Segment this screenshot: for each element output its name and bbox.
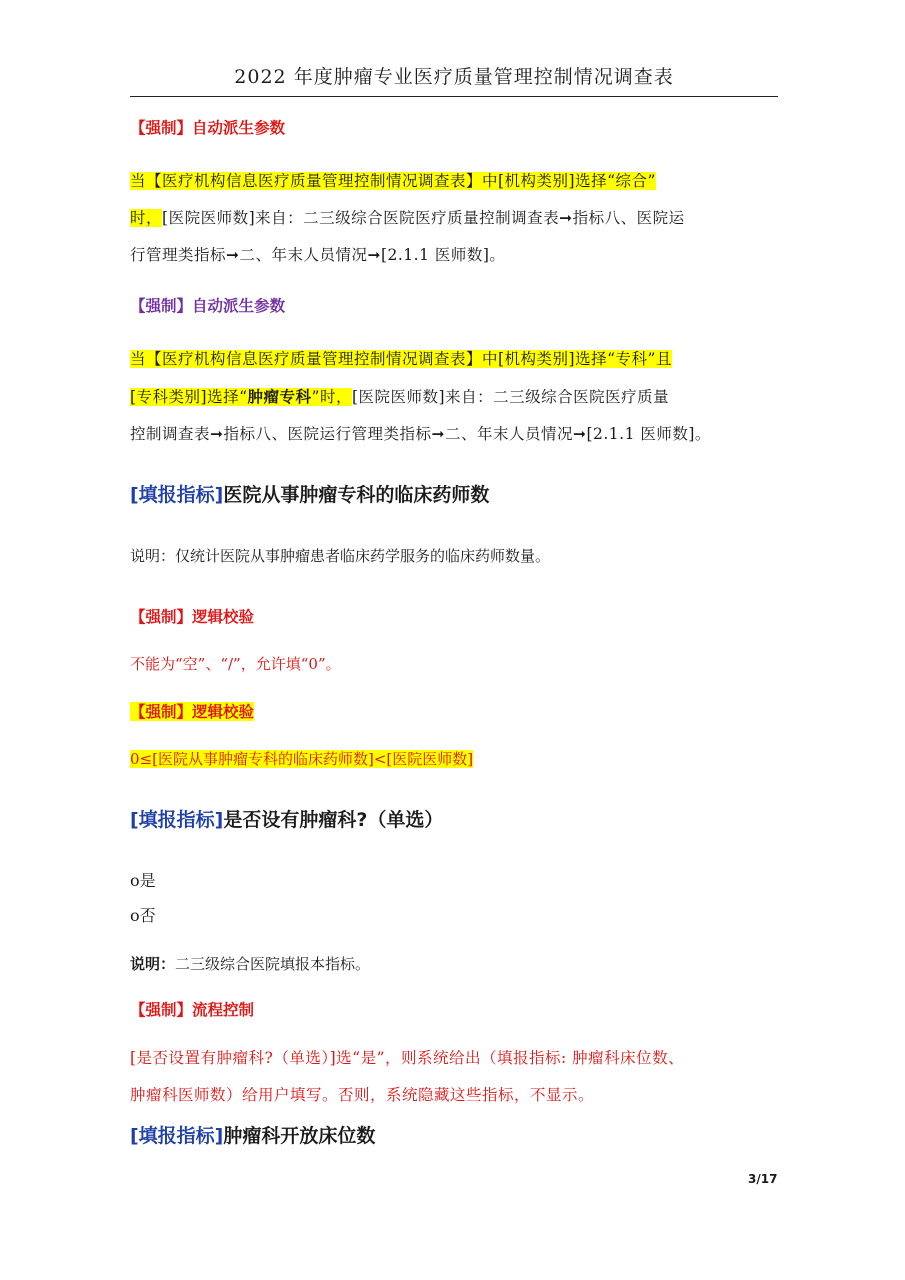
highlighted-text: 时， xyxy=(130,209,163,227)
indicator-tag: [填报指标] xyxy=(130,1125,224,1147)
indicator-tag: [填报指标] xyxy=(130,484,224,506)
rule-text: 行管理类指标➞二、年末人员情况➞[2.1.1 医师数]。 xyxy=(130,246,506,264)
highlighted-text: [专科类别]选择“ xyxy=(130,388,248,406)
radio-option-no[interactable] xyxy=(130,903,790,926)
indicator-title: 医院从事肿瘤专科的临床药师数 xyxy=(223,484,490,506)
page-number: 3/17 xyxy=(748,1172,778,1186)
note-text: 二三级综合医院填报本指标。 xyxy=(175,955,371,973)
validation-rule: 0≤[医院从事肿瘤专科的临床药师数]<[医院医师数] xyxy=(130,750,474,768)
highlighted-text: 当【医疗机构信息医疗质量管理控制情况调查表】中[机构类别]选择“综合” xyxy=(130,172,656,190)
rule-text: [医院医师数]来自：二三级综合医院医疗质量控制调查表➞指标八、医院运 xyxy=(162,209,685,227)
mandatory-tag: 【强制】自动派生参数 xyxy=(130,296,286,315)
validation-rule: 不能为“空”、“/”，允许填“0”。 xyxy=(130,655,341,673)
highlighted-text: 当【医疗机构信息医疗质量管理控制情况调查表】中[机构类别]选择“专科”且 xyxy=(130,350,672,368)
radio-option-yes[interactable] xyxy=(130,868,790,891)
indicator-heading xyxy=(130,805,790,832)
flow-control-rule xyxy=(130,1040,790,1114)
radio-circle-icon: o xyxy=(130,871,140,890)
indicator-note xyxy=(130,953,790,974)
mandatory-tag: 【强制】流程控制 xyxy=(130,1000,255,1019)
option-label: 否 xyxy=(139,906,156,925)
mandatory-tag: 【强制】逻辑校验 xyxy=(130,702,255,721)
indicator-tag: [填报指标] xyxy=(130,809,224,831)
rule-text: 控制调查表➞指标八、医院运行管理类指标➞二、年末人员情况➞[2.1.1 医师数]。 xyxy=(130,425,711,443)
highlighted-bold-text: 肿瘤专科 xyxy=(247,387,312,406)
indicator-title: 是否设有肿瘤科?（单选） xyxy=(223,809,444,831)
indicator-heading xyxy=(130,1121,790,1148)
option-label: 是 xyxy=(139,871,156,890)
indicator-heading xyxy=(130,480,790,507)
page-header-title: 2022 年度肿瘤专业医疗质量管理控制情况调查表 xyxy=(130,62,778,97)
derivation-rule-specialty xyxy=(130,341,790,453)
rule-text: [医院医师数]来自：二三级综合医院医疗质量 xyxy=(351,388,670,406)
indicator-note: 说明：仅统计医院从事肿瘤患者临床药学服务的临床药师数量。 xyxy=(130,547,551,565)
derivation-rule-comprehensive xyxy=(130,163,790,274)
note-label: 说明： xyxy=(130,955,176,973)
radio-circle-icon: o xyxy=(130,906,140,925)
mandatory-tag: 【强制】逻辑校验 xyxy=(130,607,255,626)
rule-text: [是否设置有肿瘤科?（单选）]选“是”，则系统给出（填报指标: 肿瘤科床位数、 xyxy=(130,1049,685,1067)
highlighted-text: ”时， xyxy=(311,388,352,406)
indicator-title: 肿瘤科开放床位数 xyxy=(223,1125,376,1147)
mandatory-tag: 【强制】自动派生参数 xyxy=(130,118,286,137)
rule-text: 肿瘤科医师数）给用户填写。否则，系统隐藏这些指标，不显示。 xyxy=(130,1086,595,1104)
